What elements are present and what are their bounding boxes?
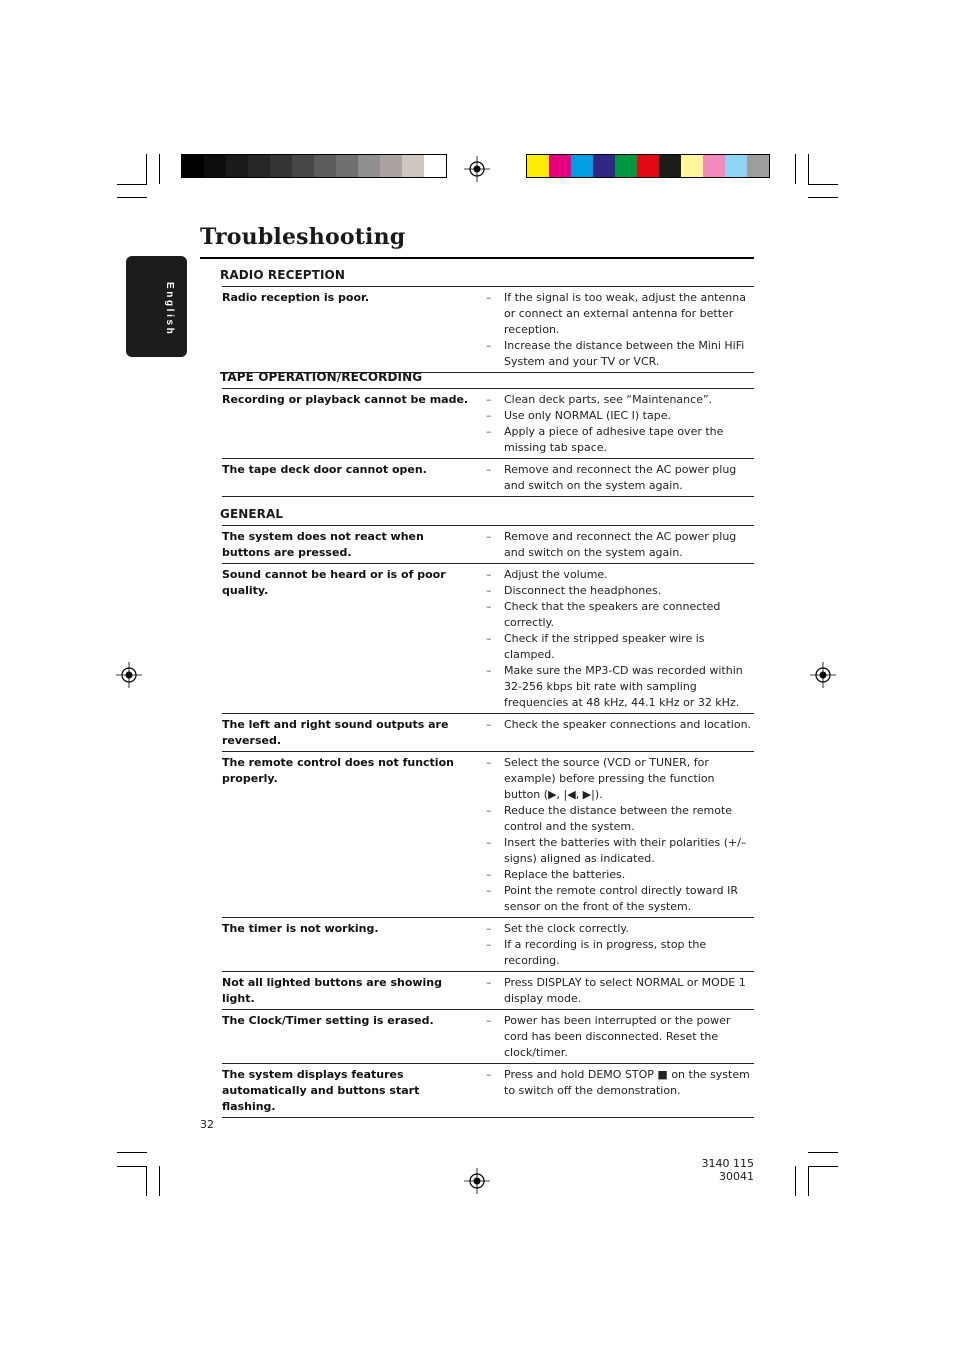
- table-row: [222, 525, 754, 563]
- solution-list: [478, 529, 754, 561]
- gray-swatch: [292, 155, 314, 177]
- solution-item: – If a recording is in progress, stop the recording.: [504, 937, 754, 969]
- solution-item: – Make sure the MP3-CD was recorded within 32-256 kbps bit rate with sampling frequencies at 48 kHz, 44.1 kHz or 32 kHz.: [504, 663, 754, 711]
- solution-item: – Press and hold DEMO STOP ■ on the system to switch off the demonstration.: [504, 1067, 754, 1099]
- page-number: 32: [200, 1118, 214, 1131]
- solution-item: – Reduce the distance between the remote control and the system.: [504, 803, 754, 835]
- problem-text: Radio reception is poor.: [222, 291, 370, 304]
- registration-mark-icon: [116, 662, 142, 688]
- color-swatch: [681, 155, 703, 177]
- gray-swatch: [402, 155, 424, 177]
- registration-mark-icon: [464, 1168, 490, 1194]
- section-heading: GENERAL: [220, 507, 284, 521]
- solution-item: – Point the remote control directly toward IR sensor on the front of the system.: [504, 883, 754, 915]
- problem-text: The system does not react when buttons are pressed.: [222, 530, 424, 559]
- solution-item: – Use only NORMAL (IEC I) tape.: [504, 408, 754, 424]
- color-swatch: [615, 155, 637, 177]
- table-row: [222, 971, 754, 1009]
- table-row: [222, 713, 754, 751]
- solution-item: – Adjust the volume.: [504, 567, 754, 583]
- table-row: [222, 917, 754, 971]
- solution-item: – Apply a piece of adhesive tape over the missing tab space.: [504, 424, 754, 456]
- gray-swatch: [226, 155, 248, 177]
- table-row: [222, 563, 754, 713]
- gray-swatch: [270, 155, 292, 177]
- problem-text: Recording or playback cannot be made.: [222, 393, 469, 406]
- table-row: [222, 1009, 754, 1063]
- registration-mark-icon: [810, 662, 836, 688]
- solution-item: – Check the speaker connections and location.: [504, 717, 754, 733]
- section-radio-reception: [220, 268, 754, 373]
- solution-item: – Remove and reconnect the AC power plug and switch on the system again.: [504, 462, 754, 494]
- solution-item: – Select the source (VCD or TUNER, for example) before pressing the function button (▶, |◀, ▶|).: [504, 755, 754, 803]
- solution-item: – Clean deck parts, see “Maintenance”.: [504, 392, 754, 408]
- gray-swatch: [314, 155, 336, 177]
- color-swatch: [527, 155, 549, 177]
- solution-item: – Remove and reconnect the AC power plug and switch on the system again.: [504, 529, 754, 561]
- solution-item: – If the signal is too weak, adjust the antenna or connect an external antenna for better reception.: [504, 290, 754, 338]
- solution-item: – Press DISPLAY to select NORMAL or MODE 1 display mode.: [504, 975, 754, 1007]
- solution-item: – Replace the batteries.: [504, 867, 754, 883]
- solution-list: [478, 717, 754, 749]
- problem-text: The timer is not working.: [222, 922, 379, 935]
- solution-list: [478, 1013, 754, 1061]
- problem-text: The Clock/Timer setting is erased.: [222, 1014, 434, 1027]
- gray-swatch: [204, 155, 226, 177]
- section-heading: RADIO RECEPTION: [220, 268, 345, 282]
- gray-swatch: [424, 155, 446, 177]
- color-swatch: [593, 155, 615, 177]
- color-swatch: [747, 155, 769, 177]
- grayscale-calibration-bars: [181, 154, 447, 178]
- color-calibration-bars: [526, 154, 770, 178]
- solution-item: – Insert the batteries with their polarities (+/– signs) aligned as indicated.: [504, 835, 754, 867]
- problem-text: Not all lighted buttons are showing light.: [222, 976, 443, 1005]
- solution-list: [478, 921, 754, 969]
- problem-text: The remote control does not function properly.: [222, 756, 454, 785]
- solution-list: [478, 567, 754, 711]
- color-swatch: [725, 155, 747, 177]
- solution-item: – Check that the speakers are connected correctly.: [504, 599, 754, 631]
- problem-text: Sound cannot be heard or is of poor quality.: [222, 568, 446, 597]
- section-heading: TAPE OPERATION/RECORDING: [220, 370, 423, 384]
- table-row: [222, 751, 754, 917]
- color-swatch: [549, 155, 571, 177]
- color-swatch: [659, 155, 681, 177]
- gray-swatch: [336, 155, 358, 177]
- language-tab-label: English: [164, 282, 175, 337]
- problem-text: The tape deck door cannot open.: [222, 463, 427, 476]
- solution-item: – Disconnect the headphones.: [504, 583, 754, 599]
- color-swatch: [637, 155, 659, 177]
- solution-item: – Check if the stripped speaker wire is clamped.: [504, 631, 754, 663]
- page-title: Troubleshooting: [200, 224, 406, 250]
- solution-item: – Power has been interrupted or the power cord has been disconnected. Reset the clock/timer.: [504, 1013, 754, 1061]
- table-row: [222, 388, 754, 458]
- color-swatch: [703, 155, 725, 177]
- gray-swatch: [358, 155, 380, 177]
- gray-swatch: [182, 155, 204, 177]
- language-tab: [126, 256, 187, 357]
- solution-item: – Set the clock correctly.: [504, 921, 754, 937]
- problem-text: The left and right sound outputs are reversed.: [222, 718, 449, 747]
- solution-list: [478, 462, 754, 494]
- solution-item: – Increase the distance between the Mini HiFi System and your TV or VCR.: [504, 338, 754, 370]
- table-row: [222, 286, 754, 373]
- gray-swatch: [248, 155, 270, 177]
- problem-text: The system displays features automatically and buttons start flashing.: [222, 1068, 420, 1113]
- title-rule: [200, 257, 754, 259]
- solution-list: [478, 975, 754, 1007]
- solution-list: [478, 290, 754, 370]
- section-general: [220, 507, 754, 1118]
- gray-swatch: [380, 155, 402, 177]
- document-code: 3140 115 30041: [701, 1157, 754, 1183]
- color-swatch: [571, 155, 593, 177]
- section-tape-operation: [220, 370, 754, 497]
- table-row: [222, 1063, 754, 1118]
- table-row: [222, 458, 754, 497]
- registration-mark-icon: [464, 156, 490, 182]
- solution-list: [478, 1067, 754, 1115]
- solution-list: [478, 392, 754, 456]
- solution-list: [478, 755, 754, 915]
